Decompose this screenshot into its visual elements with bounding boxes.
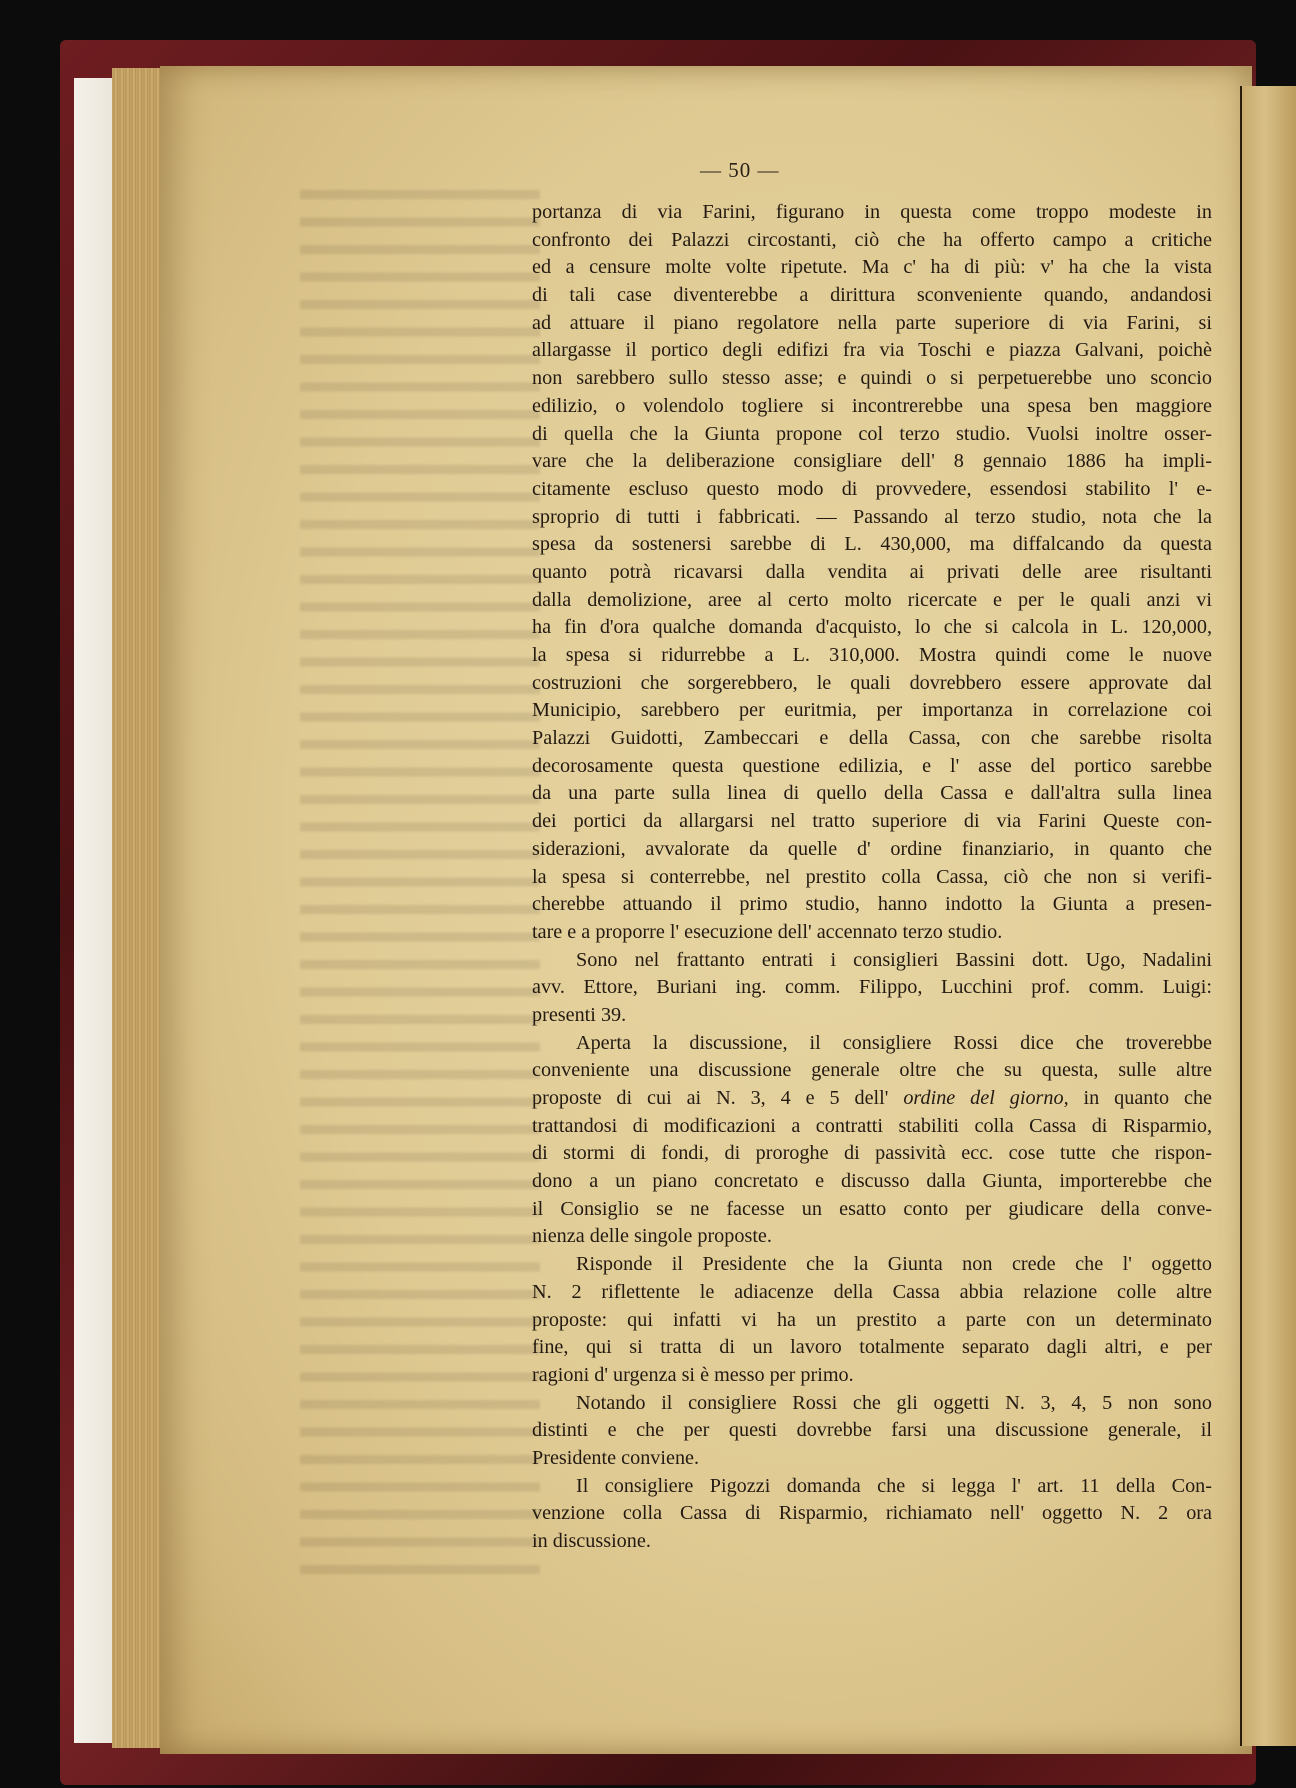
text-line: conveniente una discussione generale oltre che su questa, sulle altre <box>532 1059 1212 1082</box>
text-line: citamente escluso questo modo di provvedere, essendosi stabilito l' e- <box>532 477 1212 500</box>
text-line: sproprio di tutti i fabbricati. — Passando al terzo studio, nota che la <box>532 505 1212 528</box>
text-line: costruzioni che sorgerebbero, le quali dovrebbero essere approvate dal <box>532 671 1212 694</box>
text-line: spesa da sostenersi sarebbe di L. 430,000, ma diffalcando da questa <box>532 533 1212 556</box>
text-line: la spesa si ridurrebbe a L. 310,000. Mostra quindi come le nuove <box>532 644 1212 666</box>
text-line: fine, qui si tratta di un lavoro totalmente separato dagli altri, e per <box>532 1336 1212 1359</box>
text-line: non sarebbero sullo stesso asse; e quindi o si perpetuerebbe uno sconcio <box>532 367 1212 390</box>
text-line: dalla demolizione, aree al certo molto ricercate e per le quali anzi vi <box>532 588 1212 611</box>
text-line: siderazioni, avvalorate da quelle d' ordine finanziario, in quanto che <box>532 837 1212 860</box>
text-line: cherebbe attuando il primo studio, hanno indotto la Giunta a presen- <box>532 893 1212 916</box>
text-line: trattandosi di modificazioni a contratti stabiliti colla Cassa di Risparmio, <box>532 1114 1212 1137</box>
text-line: proposte di cui ai N. 3, 4 e 5 dell' ordine del giorno, in quanto che <box>532 1087 1212 1109</box>
text-line: tare e a proporre l' esecuzione dell' accennato terzo studio. <box>532 920 1003 943</box>
text-line: ed a censure molte volte ripetute. Ma c' ha di più: v' ha che la vista <box>532 256 1212 279</box>
text-line: venzione colla Cassa di Risparmio, richiamato nell' oggetto N. 2 ora <box>532 1502 1212 1525</box>
show-through-text <box>300 190 540 1590</box>
text-line: allargasse il portico degli edifizi fra via Toschi e piazza Galvani, poichè <box>532 339 1212 362</box>
text-line: decorosamente questa questione edilizia, e l' asse del portico sarebbe <box>532 754 1212 777</box>
page-number: — 50 — <box>700 158 780 182</box>
text-line: Notando il consigliere Rossi che gli oggetti N. 3, 4, 5 non sono <box>576 1391 1212 1414</box>
text-line: presenti 39. <box>532 1003 627 1026</box>
text-line: di quella che la Giunta propone col terzo studio. Vuolsi inoltre osser- <box>532 422 1212 445</box>
text-line: vare che la deliberazione consigliare dell' 8 gennaio 1886 ha impli- <box>532 450 1212 473</box>
text-line: Palazzi Guidotti, Zambeccari e della Cassa, con che sarebbe risolta <box>532 727 1212 750</box>
text-line: da una parte sulla linea di quello della Cassa e dall'altra sulla linea <box>532 782 1212 805</box>
text-line: Presidente conviene. <box>532 1446 700 1469</box>
text-line: dei portici da allargarsi nel tratto superiore di via Farini Queste con- <box>532 810 1212 833</box>
page-body-text <box>532 199 1212 1556</box>
text-line: distinti e che per questi dovrebbe farsi una discussione generale, il <box>532 1419 1212 1442</box>
text-line: Sono nel frattanto entrati i consiglieri Bassini dott. Ugo, Nadalini <box>576 948 1212 971</box>
text-line: ad attuare il piano regolatore nella parte superiore di via Farini, si <box>532 311 1212 334</box>
text-line: Municipio, sarebbero per euritmia, per importanza in correlazione coi <box>532 699 1212 722</box>
text-line: il Consiglio se ne facesse un esatto conto per giudicare della conve- <box>532 1197 1212 1220</box>
text-line: confronto dei Palazzi circostanti, ciò che ha offerto campo a critiche <box>532 228 1212 251</box>
text-line: proposte: qui infatti vi ha un prestito a parte con un determinato <box>532 1308 1212 1331</box>
facing-page-edge <box>1240 86 1296 1746</box>
text-line: di stormi di fondi, di proroghe di passività ecc. cose tutte che rispon- <box>532 1142 1212 1165</box>
text-line: ha fin d'ora qualche domanda d'acquisto, lo che si calcola in L. 120,000, <box>532 616 1212 639</box>
text-line: la spesa si conterrebbe, nel prestito colla Cassa, ciò che non si verifi- <box>532 865 1212 888</box>
text-line: avv. Ettore, Buriani ing. comm. Filippo, Lucchini prof. comm. Luigi: <box>532 976 1212 999</box>
text-line: nienza delle singole proposte. <box>532 1225 772 1248</box>
text-line: Risponde il Presidente che la Giunta non crede che l' oggetto <box>576 1253 1212 1276</box>
text-line: in discussione. <box>532 1530 651 1552</box>
text-line: quanto potrà ricavarsi dalla vendita ai privati delle aree risultanti <box>532 560 1212 583</box>
text-line: edilizio, o volendolo togliere si incontrerebbe una spesa ben maggiore <box>532 394 1212 417</box>
text-line: di tali case diventerebbe a dirittura sconveniente quando, andandosi <box>532 284 1212 307</box>
text-line: Il consigliere Pigozzi domanda che si legga l' art. 11 della Con- <box>576 1474 1212 1497</box>
text-line: Aperta la discussione, il consigliere Rossi dice che troverebbe <box>576 1031 1212 1054</box>
text-line: N. 2 riflettente le adiacenze della Cassa abbia relazione colle altre <box>532 1280 1212 1303</box>
text-line: dono a un piano concretato e discusso dalla Giunta, importerebbe che <box>532 1170 1212 1193</box>
text-line: portanza di via Farini, figurano in questa come troppo modeste in <box>532 201 1212 223</box>
italic-phrase: ordine del giorno, <box>903 1087 1069 1109</box>
text-line: ragioni d' urgenza si è messo per primo. <box>532 1363 854 1386</box>
